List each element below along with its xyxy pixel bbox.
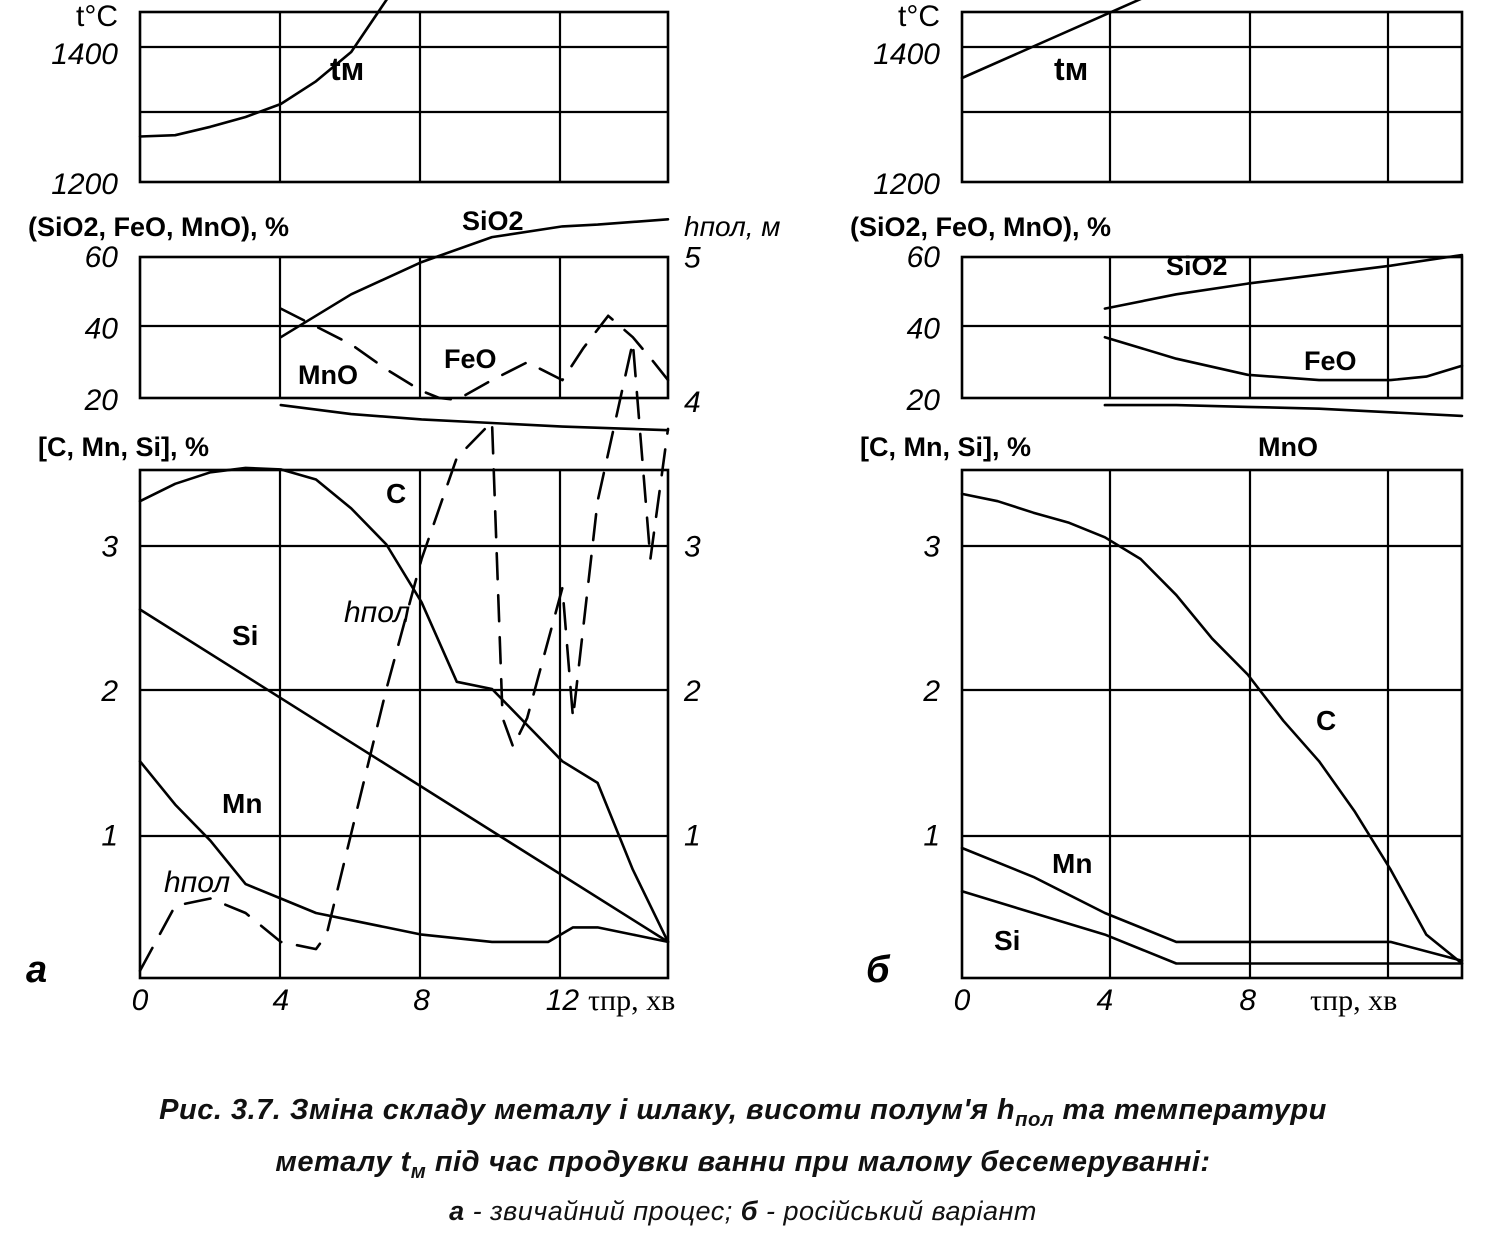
metal-tick-label: 2 — [101, 675, 118, 708]
series-label-feo: FeO — [444, 344, 497, 374]
series-label-hpol-low: hпол — [164, 866, 231, 899]
x-tick-label: 0 — [131, 984, 149, 1017]
series-label-mn: Mn — [222, 788, 263, 819]
metal-tick-label: 1 — [101, 819, 118, 853]
metal-series-Mn — [140, 761, 668, 942]
flame-axis-label: hпол, м — [684, 211, 781, 242]
slag-tick-label: 40 — [84, 312, 118, 346]
x-tick-label: 12 — [545, 984, 580, 1017]
x-tick-label: 0 — [953, 984, 971, 1017]
temperature-axis-label: t°C — [898, 0, 940, 33]
temperature-tick-label: 1200 — [51, 168, 118, 201]
series-label-feo: FeO — [1304, 346, 1357, 376]
slag-tick-label: 40 — [906, 312, 940, 346]
metal-tick-label: 3 — [923, 530, 940, 564]
flame-tick-label: 5 — [684, 241, 701, 275]
metal-tick-label: 3 — [101, 530, 118, 564]
slag-series-FeO — [1105, 337, 1462, 380]
caption-label-a: а — [449, 1196, 465, 1226]
metal-tick-label: 2 — [923, 675, 940, 708]
series-label-c: C — [386, 478, 407, 509]
slag-axis-label: (SiO2, FeO, MnO), % — [850, 212, 1112, 242]
series-label-mno: MnO — [298, 360, 358, 390]
metal-axis-label: [C, Mn, Si], % — [38, 432, 209, 462]
x-tick-label: 8 — [1239, 984, 1257, 1017]
temperature-series-t — [140, 0, 668, 137]
temperature-tick-label: 1200 — [873, 168, 940, 201]
metal-tick-label: 1 — [923, 819, 940, 853]
series-label-tm: tм — [330, 51, 365, 87]
flame-tick-label: 3 — [684, 530, 701, 564]
slag-series-MnO — [281, 405, 668, 430]
caption-desc-b: - російський варіант — [757, 1196, 1037, 1226]
flame-tick-label: 2 — [684, 675, 701, 708]
slag-axis-label: (SiO2, FeO, MnO), % — [28, 212, 290, 242]
slag-tick-label: 60 — [84, 241, 118, 274]
slag-series-SiO2 — [281, 219, 668, 337]
temperature-axis-label: t°C — [76, 0, 118, 33]
series-label-mn: Mn — [1052, 848, 1093, 879]
caption-line-1 — [0, 1094, 1486, 1132]
caption-line-2 — [0, 1146, 1486, 1184]
slag-series-SiO2 — [1105, 255, 1462, 309]
caption-desc-a: - звичайний процес; — [464, 1196, 741, 1226]
caption-line-2-text: металу t — [275, 1146, 411, 1178]
slag-frame — [140, 257, 668, 398]
caption-line-1-tail: та температури — [1053, 1094, 1327, 1126]
slag-tick-label: 60 — [906, 241, 940, 274]
slag-series-MnO — [1105, 405, 1462, 416]
series-label-si: Si — [994, 925, 1021, 956]
caption-label-b: б — [740, 1196, 758, 1226]
flame-tick-label: 4 — [684, 386, 701, 419]
caption-line-1-sub: пол — [1015, 1108, 1054, 1131]
caption-line-2-tail: під час продувки ванни при малому бесемеруванні: — [426, 1146, 1211, 1178]
x-tick-label: 8 — [413, 984, 430, 1017]
series-label-sio2: SiO2 — [1166, 251, 1228, 281]
series-label-c: C — [1316, 705, 1337, 736]
panel-label: а — [26, 949, 48, 991]
slag-tick-label: 20 — [84, 384, 118, 417]
series-label-si: Si — [232, 620, 259, 651]
series-label-tm: tм — [1054, 51, 1089, 87]
caption-line-3 — [0, 1196, 1486, 1227]
panel-label: б — [866, 949, 890, 991]
caption-line-1-text: Рис. 3.7. Зміна складу металу і шлаку, висоти полум'я h — [159, 1094, 1016, 1126]
series-label-hpol: hпол — [344, 596, 411, 629]
temperature-frame — [140, 12, 668, 182]
flame-tick-label: 1 — [684, 819, 701, 853]
series-label-mno: MnO — [1258, 432, 1318, 462]
slag-tick-label: 20 — [906, 384, 940, 417]
x-axis-label: τпр, хв — [1310, 984, 1398, 1017]
caption-line-2-sub: м — [410, 1160, 427, 1183]
metal-axis-label: [C, Mn, Si], % — [860, 432, 1031, 462]
x-tick-label: 4 — [272, 984, 290, 1017]
x-tick-label: 4 — [1096, 984, 1114, 1017]
grid-panel-b — [962, 12, 1462, 978]
series-label-sio2: SiO2 — [462, 206, 524, 236]
temperature-tick-label: 1400 — [51, 38, 118, 71]
x-axis-label: τпр, хв — [588, 984, 676, 1017]
temperature-tick-label: 1400 — [873, 38, 940, 71]
labels-panel-b — [850, 0, 1397, 1017]
